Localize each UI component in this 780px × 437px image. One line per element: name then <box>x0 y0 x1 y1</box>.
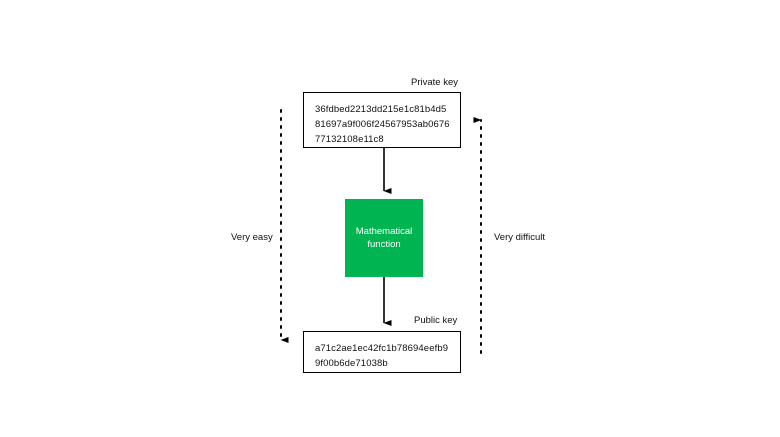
very-difficult-label: Very difficult <box>494 232 546 243</box>
mathematical-function-block <box>345 199 423 277</box>
very-easy-label: Very easy <box>231 232 273 243</box>
function-block-label-line1: Mathematical <box>355 226 413 237</box>
public-key-box: a71c2ae1ec42fc1b78694eefb99f00b6de71038b <box>303 331 461 373</box>
public-key-caption: Public key <box>414 315 458 326</box>
private-key-caption: Private key <box>411 77 458 88</box>
private-key-box: 36fdbed2213dd215e1c81b4d581697a9f006f24567953ab067677132108e11c8 <box>303 92 461 148</box>
function-block-label <box>356 225 413 251</box>
function-block-label-line2: function <box>367 239 401 250</box>
